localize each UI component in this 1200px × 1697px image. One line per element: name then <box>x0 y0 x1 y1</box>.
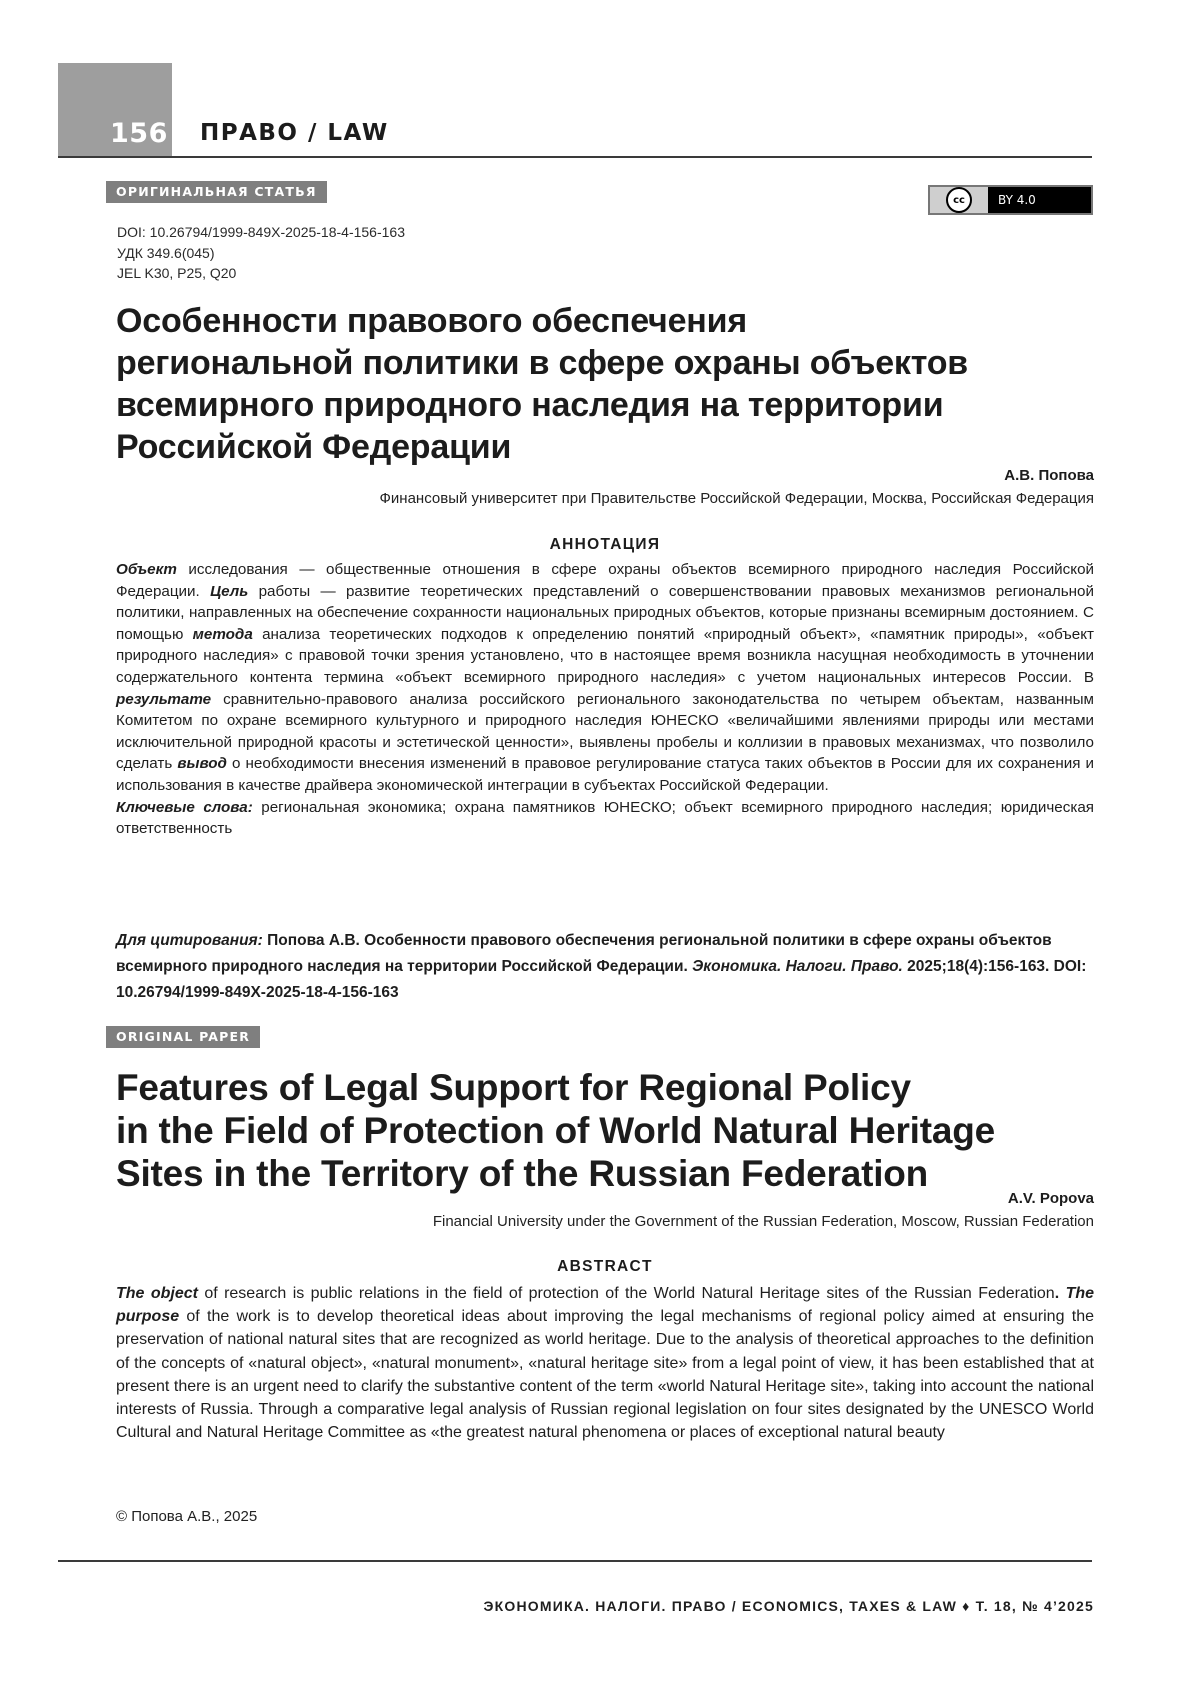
annotation-part: о необходимости внесения изменений в правовое регулирование статуса таких объектов в России для их сохранения и использования в качестве драйвера экономической интеграции в субъектах Российской Федерации. <box>116 755 1094 794</box>
annotation-heading: АННОТАЦИЯ <box>549 536 661 553</box>
annotation-text <box>116 559 1094 840</box>
keyword-method: метода <box>192 625 253 643</box>
keyword-object-en: The object <box>116 1285 198 1302</box>
annotation-part: работы — развитие теоретических представлений о совершенствовании правовых механизмов региональной политики, направленных на обеспечение сохранности национальных природных объектов, которые признаны всемирным достоянием. С помощью <box>116 582 1094 643</box>
article-title-ru <box>116 300 1096 468</box>
annotation-part: сравнительно-правового анализа российского регионального законодательства по четырем объектам, названным Комитетом по охране всемирного культурного и природного наследия ЮНЕСКО «величайшими явлениями природы или местами исключительной природной красоты и эстетической ценности», выявлены пробелы и коллизии в правовых механизмах, что позволило сделать <box>116 690 1094 773</box>
keywords-label: Ключевые слова: <box>116 798 253 816</box>
title-line: Особенности правового обеспечения <box>116 302 747 340</box>
keyword-goal: Цель <box>210 582 249 600</box>
title-line: Sites in the Territory of the Russian Federation <box>116 1153 929 1194</box>
section-title: ПРАВО / LAW <box>200 120 389 146</box>
affiliation-en: Financial University under the Government of the Russian Federation, Moscow, Russian Federation <box>432 1213 1094 1230</box>
keyword-result: результате <box>116 690 212 708</box>
article-type-label-en: ORIGINAL PAPER <box>106 1026 260 1048</box>
cc-logo <box>930 187 988 213</box>
footer-divider <box>58 1560 1092 1562</box>
annotation-part: анализа теоретических подходов к определению понятий «природный объект», «памятник природы», «объект природного наследия» с правовой точки зрения установлено, что в настоящее время возникла насущная необходимость в уточнении содержательного контента термина «объект всемирного природного наследия» с учетом национальных интересов России. В <box>116 625 1095 686</box>
page-number: 156 <box>110 118 168 149</box>
keyword-purpose-en: The purpose <box>116 1285 1095 1326</box>
journal-footer: ЭКОНОМИКА. НАЛОГИ. ПРАВО / ECONOMICS, TAXES & LAW ♦ Т. 18, № 4’2025 <box>483 1598 1094 1614</box>
udk: УДК 349.6(045) <box>117 245 215 261</box>
cc-license-badge[interactable] <box>928 185 1093 215</box>
affiliation-ru: Финансовый университет при Правительстве Российской Федерации, Москва, Российская Федерация <box>379 490 1094 507</box>
doi: DOI: 10.26794/1999-849X-2025-18-4-156-163 <box>117 224 405 240</box>
abstract-part: of the work is to develop theoretical ideas about improving the legal mechanisms of regional policy aimed at ensuring the preservation of national natural sites that are recognized as world heritage. Due to the analysis of theoretical approaches to the definition of the concepts of «natural object», «natural monument», «natural heritage site» from a legal point of view, it has been established that at present there is an urgent need to clarify the substantive content of the term «world Natural Heritage site», taking into account the national interests of Russia. Through a comparative legal analysis of Russian regional legislation on four sites designated by the UNESCO World Cultural and Natural Heritage Committee as «the greatest natural phenomena or places of exceptional natural beauty <box>116 1308 1094 1442</box>
title-line: всемирного природного наследия на территории <box>116 386 944 424</box>
citation-text: Попова А.В. Особенности правового обеспечения региональной политики в сфере охраны объектов всемирного природного наследия на территории Российской Федерации. <box>116 932 1052 975</box>
abstract-heading: ABSTRACT <box>557 1258 653 1275</box>
article-title-en <box>116 1066 1096 1195</box>
keyword-object: Объект <box>116 561 177 578</box>
citation-doi: 2025;18(4):156-163. DOI: 10.26794/1999-849X-2025-18-4-156-163 <box>116 958 1087 1001</box>
annotation-part: исследования — общественные отношения в сфере охраны объектов всемирного природного наследия Российской Федерации. <box>116 561 1094 600</box>
title-line: региональной политики в сфере охраны объектов <box>116 344 969 382</box>
title-line: in the Field of Protection of World Natural Heritage <box>116 1110 996 1151</box>
article-type-label-ru: ОРИГИНАЛЬНАЯ СТАТЬЯ <box>106 181 327 203</box>
header-divider <box>58 156 1092 158</box>
keywords-list: региональная экономика; охрана памятников ЮНЕСКО; объект всемирного природного наследия; юридическая ответственность <box>116 798 1094 838</box>
title-line: Features of Legal Support for Regional Policy <box>116 1067 911 1108</box>
citation-journal: Экономика. Налоги. Право. <box>692 958 903 975</box>
citation <box>116 928 1094 1006</box>
copyright: © Попова А.В., 2025 <box>116 1508 258 1525</box>
keywords <box>116 797 1094 840</box>
license-text: BY 4.0 <box>998 193 1036 207</box>
abstract-dot: . <box>1054 1285 1066 1302</box>
cc-icon: cc <box>946 187 972 213</box>
abstract-part: of research is public relations in the field of protection of the World Natural Heritage sites of the Russian Federation <box>197 1285 1055 1302</box>
author-ru: А.В. Попова <box>1004 467 1094 484</box>
title-line: Российской Федерации <box>116 428 512 466</box>
author-en: A.V. Popova <box>1007 1190 1094 1207</box>
jel-codes: JEL K30, P25, Q20 <box>117 265 237 281</box>
keyword-conclusion: вывод <box>177 755 227 773</box>
citation-label: Для цитирования: <box>116 932 263 949</box>
abstract-text <box>116 1282 1094 1444</box>
